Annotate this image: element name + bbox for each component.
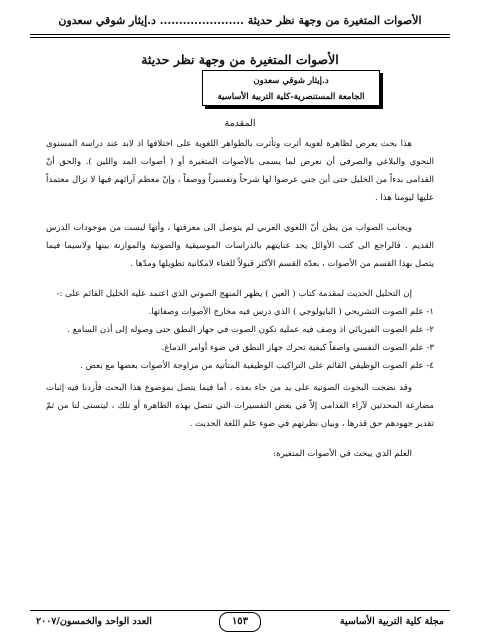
header-rule-bottom	[30, 37, 450, 38]
running-header: الأصوات المتغيرة من وجهة نظر حديثة ...................... د.إيثار شوقي سعدون	[58, 14, 422, 27]
author-box	[202, 70, 380, 106]
paragraph-1: هذا بحث يعرض لظاهرة لغوية أثرت وتأثرت بالظواهر اللغوية على اختلافها اذ لابد عند دراسة المستوى النحوي والبلاغي والصرفي أن نعرض لما يسمى بالأصوات المتغيرة أو ( أصوات المد واللين ). والحق أنّ القدامى بدءاً من الخليل حتى أبن جني عرضوا لها شرحاً وتفسيراً ووصفاً ، وإنّ معظم آرائهم فيها لا تزال معتمداً عليها ليومنا هذا .	[46, 139, 434, 203]
author-name: د.إيثار شوقي سعدون	[253, 76, 329, 86]
paragraph-3: إن التحليل الحديث لمقدمة كتاب ( العين ) يظهر المنهج الصوتي الذي اعتمد عليه الخليل القائم على :-	[56, 289, 412, 299]
author-affiliation: الجامعة المستنصرية-كلية التربية الأساسية	[217, 92, 365, 102]
footer-rule	[30, 610, 450, 611]
paragraph-4: وقد نضجت البحوث الصوتية على يد من جاء بعده . أما فيما يتصل بموضوع هذا البحث فأردنا فيه إثبات مضارعة المحدثين لآراء القدامى إلاّ في بعض التفسيرات التي تتصل بهذه الظاهرة أو تلك ، ليتسنى لنا من ثمّ تقدير جهودهم حق قدرها ، وبيان نظرتهم في ضوء علم اللغة الحديث .	[46, 383, 434, 429]
paragraph-5: العلم الذي يبحث في الأصوات المتغيرة:	[273, 449, 412, 459]
list-item-2: ٢- علم الصوت الفيزيائي اذ وصف فيه عملية تكون الصوت في جهاز النطق حتى وصوله إلى أذن السامع .	[67, 325, 434, 335]
section-heading-intro: المقدمة	[224, 118, 256, 129]
article-title: الأصوات المتغيرة من وجهة نظر حديثة	[141, 52, 339, 67]
list-item-4: ٤- علم الصوت الوظيفي القائم على التراكيب الوظيفية المتأتية من مزاوجة الأصوات بعضها مع بعض .	[80, 361, 434, 371]
header-rule-top	[30, 34, 450, 35]
list-item-3: ٣- علم الصوت النفسي واصفاً كيفية تحرك جهاز النطق في ضوء أوامر الدماغ.	[161, 343, 434, 353]
footer-journal-name: مجلة كلية التربية الأساسية	[339, 616, 444, 627]
footer-issue: العدد الواحد والخمسون/٢٠٠٧	[36, 616, 152, 627]
paragraph-2: ويجانب الصواب من يظن أنّ اللغوي العربي لم يتوصل الى معرفتها ، وأنها ليست من موجودات الدرس القديم . فالراجع الى كتب الأوائل يجد عنايتهم بالدراسات الموسيقية والصوتية والموازنة بينها ولاسيما فيما يتصل بهذا القسم من الأصوات ، بعدّه القسم الأكثر قبولاً للغناء لامكانية تطويلها ومدّها .	[46, 223, 434, 269]
page-footer	[36, 614, 444, 632]
page-number: ١٥٣	[219, 612, 261, 632]
list-item-1: ١- علم الصوت التشريحي ( البايولوجي ) الذي درس فيه مخارج الأصوات وصفاتها.	[148, 307, 434, 317]
article-body	[46, 118, 434, 463]
